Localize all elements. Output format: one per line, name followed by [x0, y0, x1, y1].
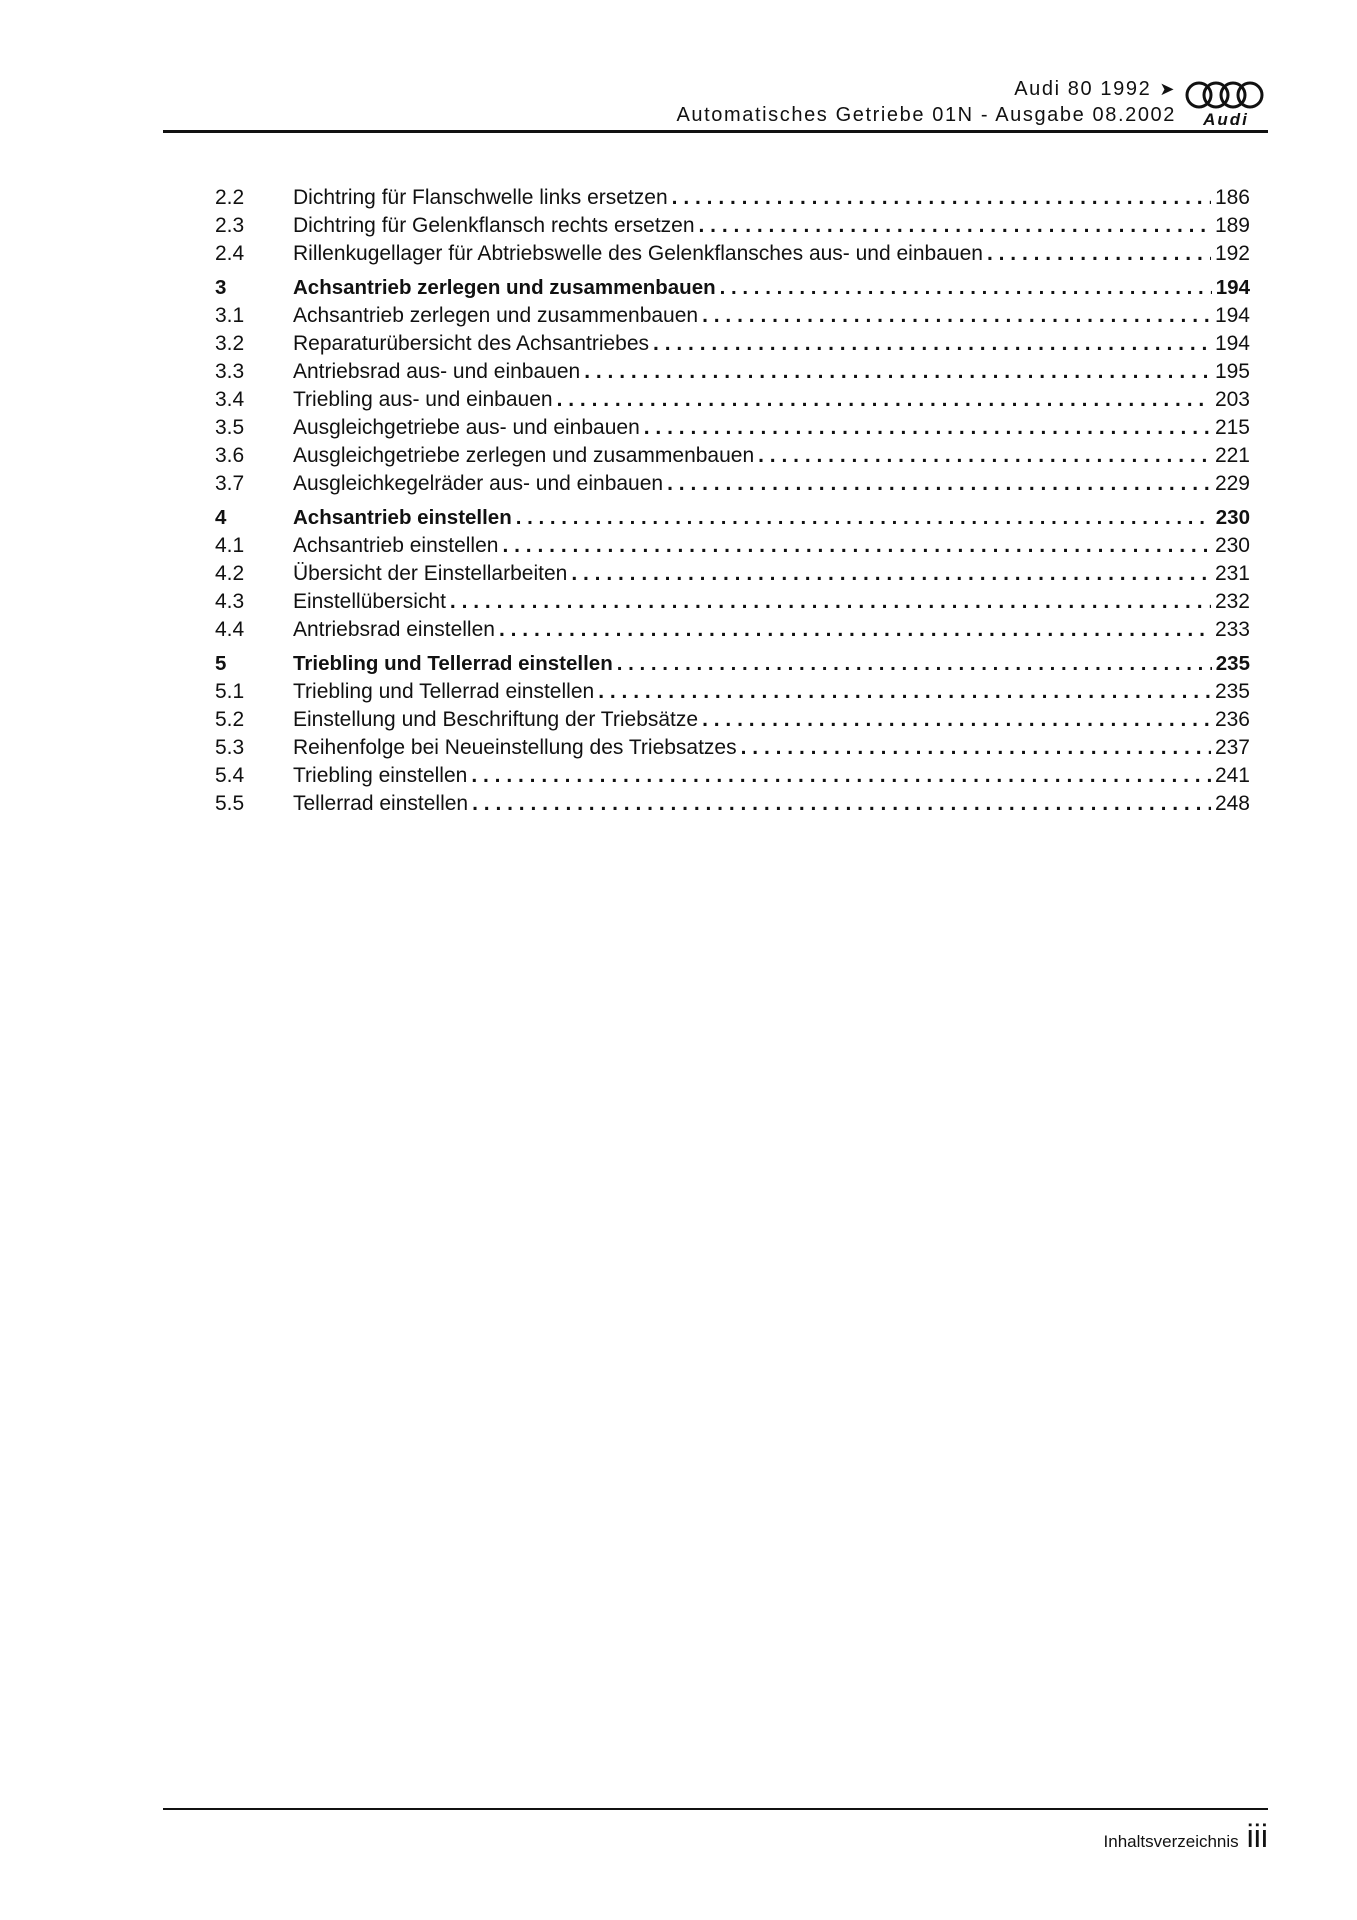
toc-leader-dots: [598, 678, 1211, 706]
toc-title: Achsantrieb zerlegen und zusammenbauen: [293, 276, 716, 299]
header-model: Audi 80 1992: [1014, 78, 1152, 100]
toc-title: Übersicht der Einstellarbeiten: [293, 562, 568, 585]
toc-leader-dots: [720, 274, 1212, 302]
toc-number: 3.1: [215, 304, 245, 327]
toc-title: Triebling und Tellerrad einstellen: [293, 652, 613, 675]
toc-number: 3.5: [215, 416, 245, 439]
page-number: iii: [1246, 1818, 1268, 1854]
toc-title: Einstellübersicht: [293, 590, 446, 613]
toc-row[interactable]: [215, 616, 1250, 644]
toc-page-number: 233: [1214, 618, 1250, 641]
toc-row[interactable]: [215, 560, 1250, 588]
toc-leader-dots: [516, 504, 1212, 532]
audi-logo-text: Audi: [1203, 110, 1249, 129]
toc-leader-dots: [699, 212, 1211, 240]
toc-number: 2.3: [215, 214, 245, 237]
toc-title: Dichtring für Flanschwelle links ersetzen: [293, 186, 668, 209]
toc-number: 3.3: [215, 360, 245, 383]
toc-chapter-row[interactable]: [215, 504, 1250, 532]
toc-page-number: 215: [1214, 416, 1250, 439]
toc-leader-dots: [571, 560, 1211, 588]
toc-number: 4.3: [215, 590, 245, 613]
header-subtitle: Automatisches Getriebe 01N - Ausgabe 08.2002: [676, 104, 1176, 126]
toc-row[interactable]: [215, 184, 1250, 212]
toc-page-number: 235: [1215, 652, 1250, 675]
toc-number: 2.2: [215, 186, 245, 209]
toc-number: 5.3: [215, 736, 245, 759]
toc-number: 4.1: [215, 534, 245, 557]
toc-title: Achsantrieb einstellen: [293, 506, 512, 529]
toc-title: Achsantrieb einstellen: [293, 534, 499, 557]
toc-title: Einstellung und Beschriftung der Triebsätze: [293, 708, 699, 731]
toc-leader-dots: [502, 532, 1210, 560]
toc-row[interactable]: [215, 240, 1250, 268]
toc-number: 4: [215, 506, 227, 529]
toc-row[interactable]: [215, 212, 1250, 240]
arrow-icon: ➤: [1159, 79, 1176, 99]
toc-number: 5.2: [215, 708, 245, 731]
toc-row[interactable]: [215, 358, 1250, 386]
toc-leader-dots: [450, 588, 1211, 616]
toc-row[interactable]: [215, 532, 1250, 560]
toc-page-number: 203: [1214, 388, 1250, 411]
audi-rings-icon: [1184, 80, 1268, 110]
page-footer: [1104, 1818, 1268, 1855]
toc-title: Ausgleichgetriebe zerlegen und zusammenbauen: [293, 444, 755, 467]
toc-title: Triebling einstellen: [293, 764, 468, 787]
toc-page-number: 192: [1214, 242, 1250, 265]
toc-number: 3.4: [215, 388, 245, 411]
toc-row[interactable]: [215, 762, 1250, 790]
toc-title: Achsantrieb zerlegen und zusammenbauen: [293, 304, 699, 327]
toc-chapter-row[interactable]: [215, 650, 1250, 678]
toc-leader-dots: [758, 442, 1211, 470]
toc-title: Triebling und Tellerrad einstellen: [293, 680, 595, 703]
toc-leader-dots: [667, 470, 1211, 498]
toc-row[interactable]: [215, 414, 1250, 442]
table-of-contents: [215, 184, 1250, 818]
toc-page-number: 221: [1214, 444, 1250, 467]
toc-number: 3.2: [215, 332, 245, 355]
audi-logo: [1184, 76, 1268, 134]
header-titles: [676, 76, 1176, 128]
toc-number: 3.6: [215, 444, 245, 467]
toc-row[interactable]: [215, 706, 1250, 734]
toc-row[interactable]: [215, 790, 1250, 818]
toc-page-number: 231: [1214, 562, 1250, 585]
toc-title: Antriebsrad aus- und einbauen: [293, 360, 581, 383]
toc-number: 3.7: [215, 472, 245, 495]
toc-leader-dots: [702, 302, 1211, 330]
page-header: [163, 76, 1268, 136]
toc-row[interactable]: [215, 330, 1250, 358]
toc-row[interactable]: [215, 442, 1250, 470]
toc-title: Ausgleichkegelräder aus- und einbauen: [293, 472, 664, 495]
toc-leader-dots: [584, 358, 1211, 386]
toc-leader-dots: [499, 616, 1211, 644]
toc-page-number: 186: [1214, 186, 1250, 209]
toc-page-number: 248: [1214, 792, 1250, 815]
toc-title: Triebling aus- und einbauen: [293, 388, 553, 411]
toc-leader-dots: [617, 650, 1212, 678]
toc-row[interactable]: [215, 588, 1250, 616]
toc-page-number: 236: [1214, 708, 1250, 731]
toc-title: Ausgleichgetriebe aus- und einbauen: [293, 416, 640, 439]
toc-row[interactable]: [215, 302, 1250, 330]
toc-leader-dots: [987, 240, 1211, 268]
toc-number: 5: [215, 652, 227, 675]
toc-page-number: 195: [1214, 360, 1250, 383]
toc-title: Antriebsrad einstellen: [293, 618, 495, 641]
toc-chapter-row[interactable]: [215, 274, 1250, 302]
toc-leader-dots: [672, 184, 1211, 212]
toc-number: 5.4: [215, 764, 245, 787]
footer-divider: [163, 1808, 1268, 1810]
toc-page-number: 194: [1214, 332, 1250, 355]
footer-label: Inhaltsverzeichnis: [1103, 1832, 1239, 1851]
toc-page-number: 230: [1214, 534, 1250, 557]
toc-leader-dots: [644, 414, 1211, 442]
toc-number: 3: [215, 276, 227, 299]
toc-leader-dots: [471, 762, 1211, 790]
toc-number: 2.4: [215, 242, 245, 265]
toc-row[interactable]: [215, 386, 1250, 414]
toc-page-number: 194: [1214, 304, 1250, 327]
toc-title: Rillenkugellager für Abtriebswelle des Gelenkflansches aus- und einbauen: [293, 242, 983, 265]
toc-leader-dots: [702, 706, 1211, 734]
header-model-line: [676, 76, 1176, 102]
toc-page-number: 235: [1214, 680, 1250, 703]
toc-title: Dichtring für Gelenkflansch rechts ersetzen: [293, 214, 695, 237]
toc-title: Reparaturübersicht des Achsantriebes: [293, 332, 650, 355]
toc-number: 5.5: [215, 792, 245, 815]
toc-page-number: 241: [1214, 764, 1250, 787]
toc-title: Reihenfolge bei Neueinstellung des Triebsatzes: [293, 736, 737, 759]
toc-number: 4.2: [215, 562, 245, 585]
toc-leader-dots: [557, 386, 1211, 414]
toc-number: 5.1: [215, 680, 245, 703]
toc-row[interactable]: [215, 470, 1250, 498]
toc-row[interactable]: [215, 678, 1250, 706]
toc-page-number: 230: [1215, 506, 1250, 529]
toc-title: Tellerrad einstellen: [293, 792, 469, 815]
toc-page-number: 194: [1215, 276, 1250, 299]
toc-row[interactable]: [215, 734, 1250, 762]
header-divider: [163, 130, 1268, 133]
toc-page-number: 232: [1214, 590, 1250, 613]
toc-page-number: 229: [1214, 472, 1250, 495]
toc-page-number: 189: [1214, 214, 1250, 237]
toc-leader-dots: [472, 790, 1211, 818]
toc-number: 4.4: [215, 618, 245, 641]
toc-page-number: 237: [1214, 736, 1250, 759]
toc-leader-dots: [741, 734, 1211, 762]
toc-leader-dots: [653, 330, 1211, 358]
